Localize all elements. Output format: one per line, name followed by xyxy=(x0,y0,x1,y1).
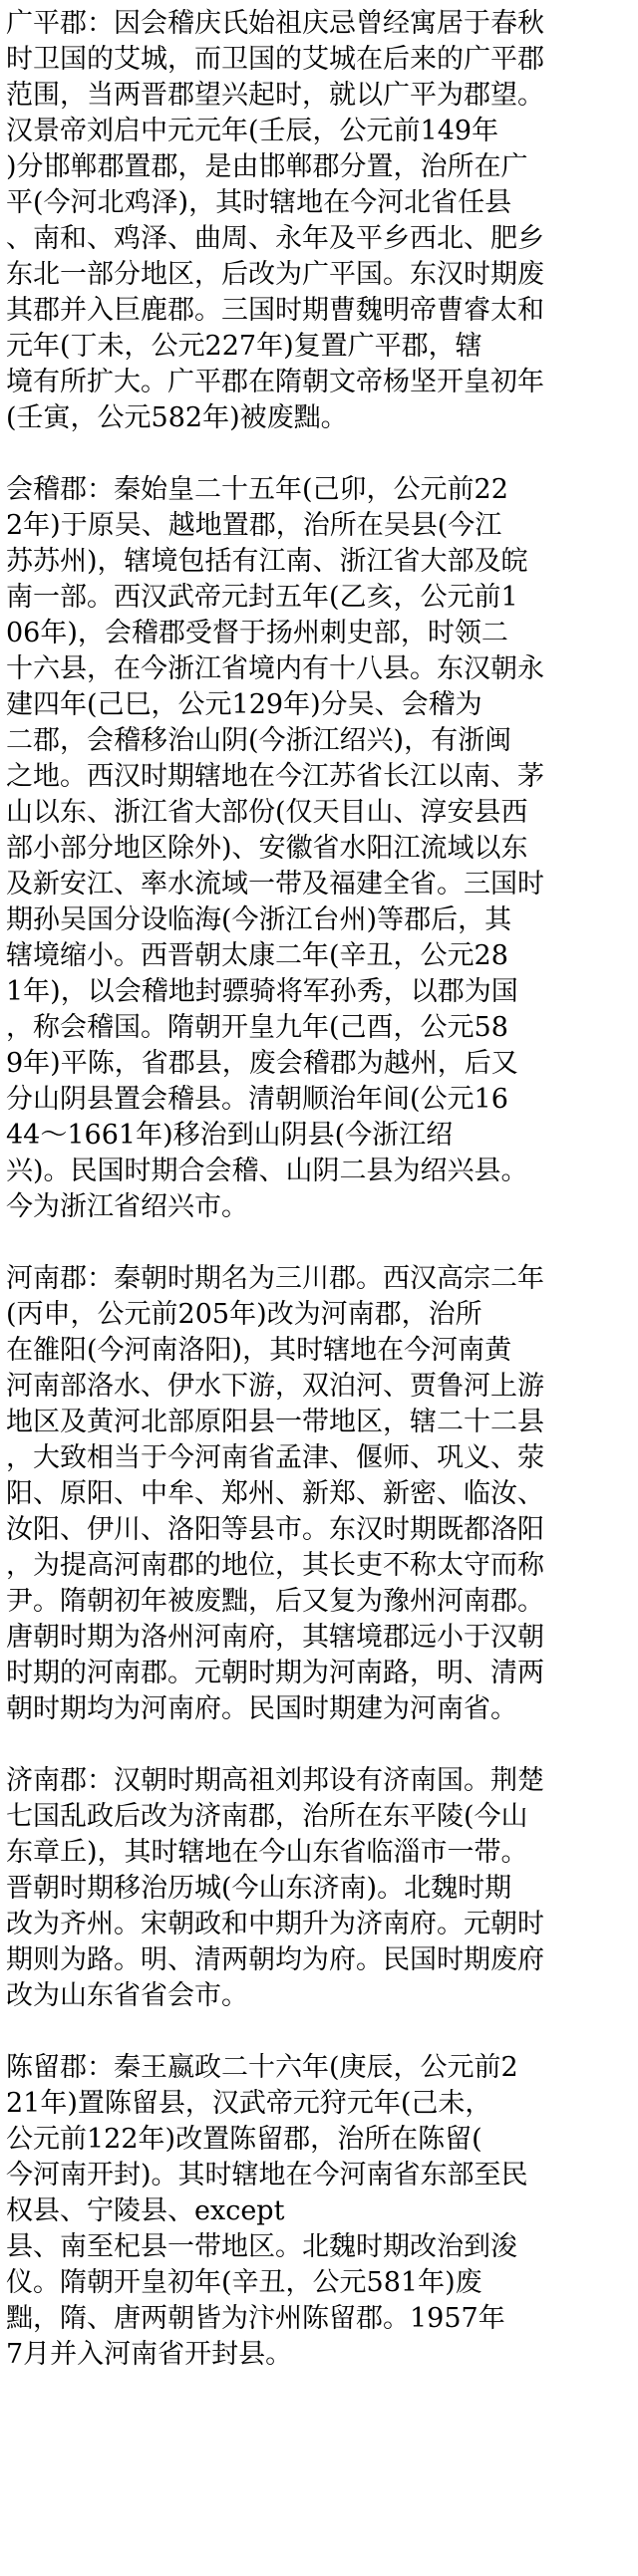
text-line: 地区及黄河北部原阳县一带地区，辖二十二县 xyxy=(6,1407,544,1437)
text-line: 仪。隋朝开皇初年(辛丑，公元581年)废 xyxy=(6,2267,482,2298)
section-gap xyxy=(6,436,632,472)
text-line: 二郡，会稽移治山阴(今浙江绍兴)，有浙闽 xyxy=(6,725,512,756)
text-line: 晋朝时期移治历城(今山东济南)。北魏时期 xyxy=(6,1873,512,1904)
text-line: 44～1661年)移治到山阴县(今浙江绍 xyxy=(6,1120,454,1151)
text-line: 济南郡：汉朝时期高祖刘邦设有济南国。荆楚 xyxy=(6,1765,544,1796)
text-line: 时期的河南郡。元朝时期为河南路，明、清两 xyxy=(6,1658,544,1688)
section-kuaiji xyxy=(6,472,632,1225)
text-line: 汝阳、伊川、洛阳等县市。东汉时期既都洛阳 xyxy=(6,1514,544,1545)
text-line: 其郡并入巨鹿郡。三国时期曹魏明帝曹睿太和 xyxy=(6,295,544,326)
text-line: 阳、原阳、中牟、郑州、新郑、新密、临汝、 xyxy=(6,1478,544,1509)
text-line: 河南部洛水、伊水下游，双泊河、贾鲁河上游 xyxy=(6,1371,544,1402)
text-line: 公元前122年)改置陈留郡，治所在陈留( xyxy=(6,2124,482,2155)
text-line: 期孙吴国分设临海(今浙江台州)等郡后，其 xyxy=(6,904,512,935)
section-chenliu xyxy=(6,2050,632,2373)
text-line: 陈留郡：秦王嬴政二十六年(庚辰，公元前2 xyxy=(6,2052,518,2083)
text-line: 权县、宁陵县、except xyxy=(6,2195,285,2226)
text-line: 21年)置陈留县，汉武帝元狩元年(己未， xyxy=(6,2088,492,2119)
text-line: 辖境缩小。西晋朝太康二年(辛丑，公元28 xyxy=(6,940,508,971)
text-line: 部小部分地区除外)、安徽省水阳江流域以东 xyxy=(6,833,528,864)
text-line: (壬寅，公元582年)被废黜。 xyxy=(6,402,348,433)
text-line: 广平郡：因会稽庆氏始祖庆忌曾经寓居于春秋 xyxy=(6,8,544,39)
text-line: 1年)，以会稽地封骠骑将军孙秀，以郡为国 xyxy=(6,976,518,1007)
text-line: 、南和、鸡泽、曲周、永年及平乡西北、肥乡 xyxy=(6,223,544,254)
text-line: 苏苏州)，辖境包括有江南、浙江省大部及皖 xyxy=(6,546,528,577)
section-guangping xyxy=(6,6,632,436)
text-line: 期则为路。明、清两朝均为府。民国时期废府 xyxy=(6,1944,544,1975)
text-line: 东章丘)，其时辖地在今山东省临淄市一带。 xyxy=(6,1837,528,1868)
text-line: 元年(丁未，公元227年)复置广平郡，辖 xyxy=(6,331,482,362)
text-line: 唐朝时期为洛州河南府，其辖境郡远小于汉朝 xyxy=(6,1622,544,1653)
text-line: 今为浙江省绍兴市。 xyxy=(6,1191,248,1222)
text-line: 十六县，在今浙江省境内有十八县。东汉朝永 xyxy=(6,653,544,684)
text-line: 改为山东省省会市。 xyxy=(6,1980,248,2011)
text-line: 改为齐州。宋朝政和中期升为济南府。元朝时 xyxy=(6,1909,544,1939)
text-line: 2年)于原吴、越地置郡，治所在吴县(今江 xyxy=(6,510,502,541)
section-gap xyxy=(6,1225,632,1261)
text-line: 黜，隋、唐两朝皆为汴州陈留郡。1957年 xyxy=(6,2303,505,2334)
section-henan xyxy=(6,1261,632,1727)
text-line: 境有所扩大。广平郡在隋朝文帝杨坚开皇初年 xyxy=(6,367,544,397)
text-line: 河南郡：秦朝时期名为三川郡。西汉高宗二年 xyxy=(6,1263,544,1294)
text-line: 范围，当两晋郡望兴起时，就以广平为郡望。 xyxy=(6,80,544,111)
section-gap xyxy=(6,2014,632,2050)
text-line: 今河南开封)。其时辖地在今河南省东部至民 xyxy=(6,2160,528,2190)
text-line: 平(今河北鸡泽)，其时辖地在今河北省任县 xyxy=(6,187,512,218)
text-line: 之地。西汉时期辖地在今江苏省长江以南、茅 xyxy=(6,761,544,792)
text-line: 汉景帝刘启中元元年(壬辰，公元前149年 xyxy=(6,116,499,146)
text-line: 东北一部分地区，后改为广平国。东汉时期废 xyxy=(6,259,544,290)
text-line: 兴)。民国时期合会稽、山阴二县为绍兴县。 xyxy=(6,1156,528,1186)
text-line: 南一部。西汉武帝元封五年(乙亥，公元前1 xyxy=(6,582,518,613)
text-line: 山以东、浙江省大部份(仅天目山、淳安县西 xyxy=(6,797,528,828)
section-gap xyxy=(6,1727,632,1763)
text-line: 建四年(己巳，公元129年)分吴、会稽为 xyxy=(6,689,482,720)
text-line: 9年)平陈，省郡县，废会稽郡为越州，后又 xyxy=(6,1048,518,1079)
text-line: 时卫国的艾城，而卫国的艾城在后来的广平郡 xyxy=(6,44,544,75)
text-line: 县、南至杞县一带地区。北魏时期改治到浚 xyxy=(6,2231,517,2262)
text-line: 及新安江、率水流域一带及福建全省。三国时 xyxy=(6,869,544,900)
text-line: 7月并入河南省开封县。 xyxy=(6,2339,293,2370)
text-line: (丙申，公元前205年)改为河南郡，治所 xyxy=(6,1299,482,1330)
text-line: ，大致相当于今河南省孟津、偃师、巩义、荥 xyxy=(6,1442,544,1473)
text-line: 在雒阳(今河南洛阳)，其时辖地在今河南黄 xyxy=(6,1335,512,1366)
text-line: 会稽郡：秦始皇二十五年(己卯，公元前22 xyxy=(6,474,508,505)
text-line: 七国乱政后改为济南郡，治所在东平陵(今山 xyxy=(6,1801,528,1832)
text-line: 尹。隋朝初年被废黜，后又复为豫州河南郡。 xyxy=(6,1586,544,1617)
text-line: 朝时期均为河南府。民国时期建为河南省。 xyxy=(6,1693,517,1724)
text-line: 分山阴县置会稽县。清朝顺治年间(公元16 xyxy=(6,1084,508,1115)
section-jinan xyxy=(6,1763,632,2014)
text-line: 06年)，会稽郡受督于扬州刺史部，时领二 xyxy=(6,618,508,648)
text-line: )分邯郸郡置郡，是由邯郸郡分置，治所在广 xyxy=(6,151,528,182)
text-line: ，称会稽国。隋朝开皇九年(己酉，公元58 xyxy=(6,1012,508,1043)
text-line: ，为提高河南郡的地位，其长吏不称太守而称 xyxy=(6,1550,544,1581)
